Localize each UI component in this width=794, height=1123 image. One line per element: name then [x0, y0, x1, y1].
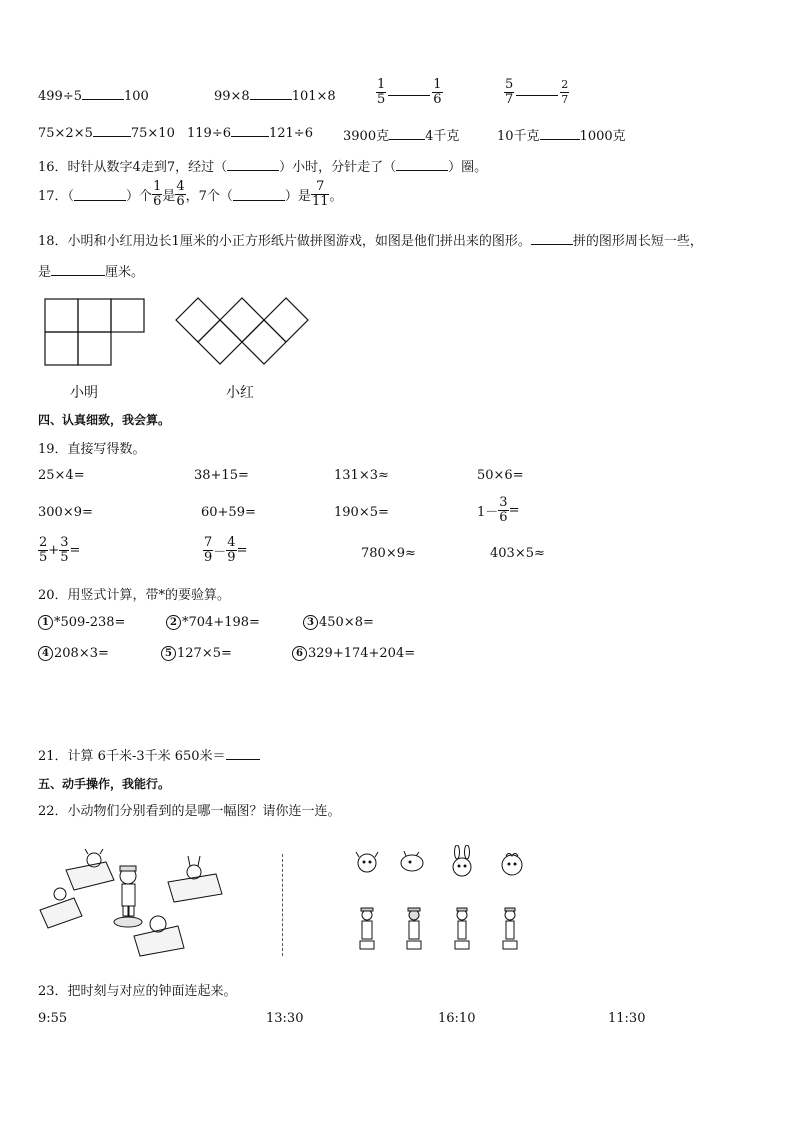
question-20-title: 20．用竖式计算，带*的要验算。 [38, 588, 231, 603]
compare-4: 119÷6 121÷6 [187, 126, 313, 141]
question-17: 17．（ ）个 $\frac{1}{6}$ 是 $\frac{4}{6}$ ，7个（ ）是 $\frac{7}{11}$ 。 [38, 179, 343, 209]
q19-r1-1: 25×4= [38, 468, 85, 483]
q19-r2-3: 190×5= [334, 505, 389, 520]
answer-blank[interactable] [74, 189, 126, 201]
rabbit-face-icon [453, 845, 471, 876]
q20-item-5: 5 127×5= [161, 646, 232, 661]
q19-r2-4: 1－ $\frac{3}{6}$ = [477, 495, 520, 525]
divider-dotted [282, 854, 283, 956]
q19-r3-1: $\frac{2}{5}$ + $\frac{3}{5}$ = [39, 535, 81, 565]
compare-2: 99×8 101×8 [214, 89, 336, 104]
q19-r3-4: 403×5≈ [490, 546, 545, 561]
answer-blank[interactable] [516, 84, 558, 96]
answer-blank[interactable] [233, 189, 285, 201]
section-4-heading: 四、认真细致，我会算。 [38, 413, 171, 427]
question-18-line2: 是 厘米。 [38, 265, 145, 280]
chick-face-icon [502, 854, 522, 876]
q19-r2-2: 60+59= [201, 505, 256, 520]
q19-r1-4: 50×6= [477, 468, 524, 483]
police-side-left-icon [455, 908, 469, 949]
question-16: 16．时针从数字4走到7，经过（ ）小时，分针走了（ ）圈。 [38, 160, 488, 175]
xiaohong-figure [174, 296, 318, 372]
time-4: 11:30 [608, 1011, 646, 1026]
question-19-title: 19．直接写得数。 [38, 442, 146, 457]
compare-5: 3900克 4千克 [343, 129, 460, 144]
police-back-icon [407, 908, 421, 949]
answer-blank[interactable] [250, 88, 292, 100]
animal-views [350, 845, 534, 963]
q20-item-2: 2 *704+198= [166, 615, 260, 630]
compare-3: 75×2×5 75×10 [38, 126, 175, 141]
q19-r3-3: 780×9≈ [361, 546, 416, 561]
q19-r2-1: 300×9= [38, 505, 93, 520]
answer-blank[interactable] [93, 125, 131, 137]
q19-r1-2: 38+15= [194, 468, 249, 483]
compare-6: 10千克 1000克 [497, 129, 626, 144]
q19-r3-2: $\frac{7}{9}$ － $\frac{4}{9}$ = [204, 535, 248, 565]
answer-blank[interactable] [540, 128, 580, 140]
q19-r1-3: 131×3≈ [334, 468, 389, 483]
dog-face-icon [356, 852, 378, 872]
question-21: 21．计算 6千米-3千米 650米＝ [38, 745, 260, 764]
xiaoming-figure [44, 297, 148, 369]
answer-blank[interactable] [227, 159, 279, 171]
answer-blank[interactable] [226, 748, 260, 760]
q20-item-6: 6 329+174+204= [292, 646, 415, 661]
dog-side-face-icon [401, 851, 423, 871]
compare-frac-2: $\frac{5}{7}$ $\frac{2}{7}$ [505, 77, 569, 107]
answer-blank[interactable] [82, 88, 124, 100]
q20-item-4: 4 208×3= [38, 646, 109, 661]
answer-blank[interactable] [396, 159, 448, 171]
toy-scene-illustration [36, 840, 246, 960]
question-18: 18．小明和小红用边长1厘米的小正方形纸片做拼图游戏，如图是他们拼出来的图形。 拼的图形周长短一些， [38, 234, 703, 249]
answer-blank[interactable] [51, 264, 105, 276]
question-22-title: 22．小动物们分别看到的是哪一幅图？请你连一连。 [38, 804, 341, 819]
compare-1: 499÷5 100 [38, 89, 149, 104]
time-1: 9:55 [38, 1011, 68, 1026]
question-23-title: 23．把时刻与对应的钟面连起来。 [38, 984, 237, 999]
xiaoming-label: 小明 [70, 385, 98, 401]
q20-item-3: 3 450×8= [303, 615, 374, 630]
time-3: 16:10 [438, 1011, 476, 1026]
compare-frac-1: $\frac{1}{5}$ $\frac{1}{6}$ [377, 77, 442, 107]
q20-item-1: 1 *509-238= [38, 615, 125, 630]
answer-blank[interactable] [531, 233, 573, 245]
answer-blank[interactable] [231, 125, 269, 137]
answer-blank[interactable] [389, 128, 425, 140]
police-front-icon [360, 908, 374, 949]
time-2: 13:30 [266, 1011, 304, 1026]
xiaohong-label: 小红 [226, 385, 254, 401]
police-side-right-icon [503, 908, 517, 949]
section-5-heading: 五、动手操作，我能行。 [38, 777, 171, 791]
answer-blank[interactable] [388, 84, 430, 96]
